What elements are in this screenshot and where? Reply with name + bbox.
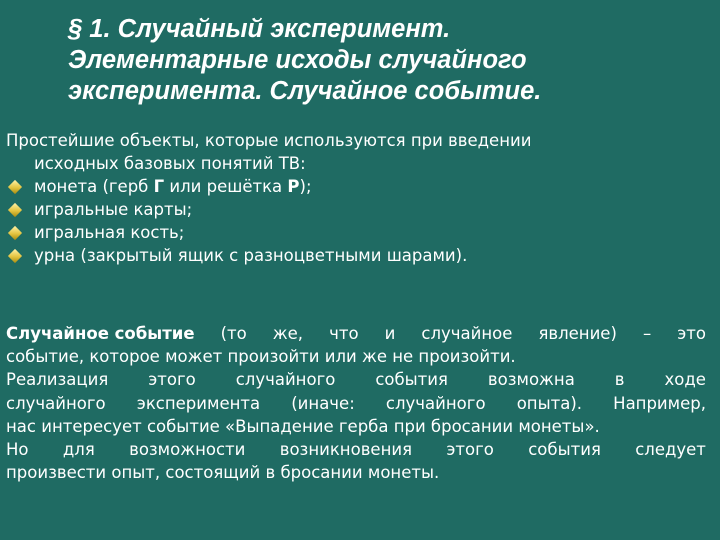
diamond-bullet-icon xyxy=(8,248,22,262)
paragraph-word: ходе xyxy=(664,370,706,390)
coin-heads-letter: Г xyxy=(153,177,165,196)
bullet-item-die xyxy=(6,221,712,244)
paragraph-word: опыта). xyxy=(516,393,583,413)
paragraph-line-3 xyxy=(6,368,706,391)
paragraph-word: Реализация xyxy=(6,370,109,390)
bullet-text: монета (герб Г или решётка Р); xyxy=(34,177,312,196)
paragraph-word: случайного xyxy=(6,393,106,413)
bullet-text: игральные карты; xyxy=(34,200,193,219)
paragraph-word: что xyxy=(329,324,359,343)
paragraph-word: в xyxy=(614,370,625,390)
defined-term: Случайное событие xyxy=(6,324,195,343)
paragraph-word: этого xyxy=(446,440,494,460)
title-line-2: Элементарные исходы случайного xyxy=(68,46,527,74)
slide-title xyxy=(68,14,688,107)
coin-tails-letter: Р xyxy=(287,177,300,196)
bullet-text: игральная кость; xyxy=(34,223,185,242)
paragraph-word: возможности xyxy=(129,440,246,460)
paragraph-word: же, xyxy=(272,324,304,343)
paragraph-word: этого xyxy=(148,370,196,390)
paragraph-word: возможна xyxy=(487,370,575,390)
paragraph-line-5: нас интересует событие «Выпадение герба при бросании монеты». xyxy=(6,416,600,436)
bullet-item-cards xyxy=(6,198,712,221)
paragraph-line-7: произвести опыт, состоящий в бросании монеты. xyxy=(6,463,440,483)
intro-lead-line-2: исходных базовых понятий ТВ: xyxy=(34,154,306,173)
paragraph-word: Но xyxy=(6,440,29,460)
paragraph-word: возникновения xyxy=(279,440,413,460)
diamond-bullet-icon xyxy=(8,202,22,216)
paragraph-line-1 xyxy=(6,322,706,345)
paragraph-word: следует xyxy=(635,440,706,460)
paragraph-word: это xyxy=(677,324,706,343)
paragraph-word: Например, xyxy=(613,393,706,413)
paragraph-word: для xyxy=(62,440,95,460)
bullet-list xyxy=(6,175,712,267)
paragraph-line-4 xyxy=(6,392,706,415)
paragraph-line-2: событие, которое может произойти или же не произойти. xyxy=(6,347,516,367)
paragraph-word: события xyxy=(375,370,448,390)
paragraph-word: случайного xyxy=(235,370,336,390)
bullet-text: урна (закрытый ящик с разноцветными шарами). xyxy=(34,246,468,265)
intro-block xyxy=(6,129,712,267)
definition-paragraph xyxy=(6,322,706,484)
paragraph-word: – xyxy=(642,324,652,343)
paragraph-word: события xyxy=(528,440,601,460)
diamond-bullet-icon xyxy=(8,179,22,193)
paragraph-word: (то xyxy=(220,324,247,343)
paragraph-word: случайного xyxy=(385,393,486,413)
paragraph-word: явление) xyxy=(538,324,617,343)
diamond-bullet-icon xyxy=(8,225,22,239)
paragraph-word: эксперимента xyxy=(136,393,261,413)
paragraph-word: (иначе: xyxy=(291,393,355,413)
paragraph-word: случайное xyxy=(421,324,513,343)
bullet-item-urn xyxy=(6,244,712,267)
bullet-item-coin xyxy=(6,175,712,198)
title-line-1: § 1. Случайный эксперимент. xyxy=(68,15,451,43)
title-line-3: эксперимента. Случайное событие. xyxy=(68,77,542,105)
paragraph-word: и xyxy=(384,324,396,343)
paragraph-line-6 xyxy=(6,438,706,461)
intro-lead-line-1: Простейшие объекты, которые используются при введении xyxy=(6,131,532,150)
